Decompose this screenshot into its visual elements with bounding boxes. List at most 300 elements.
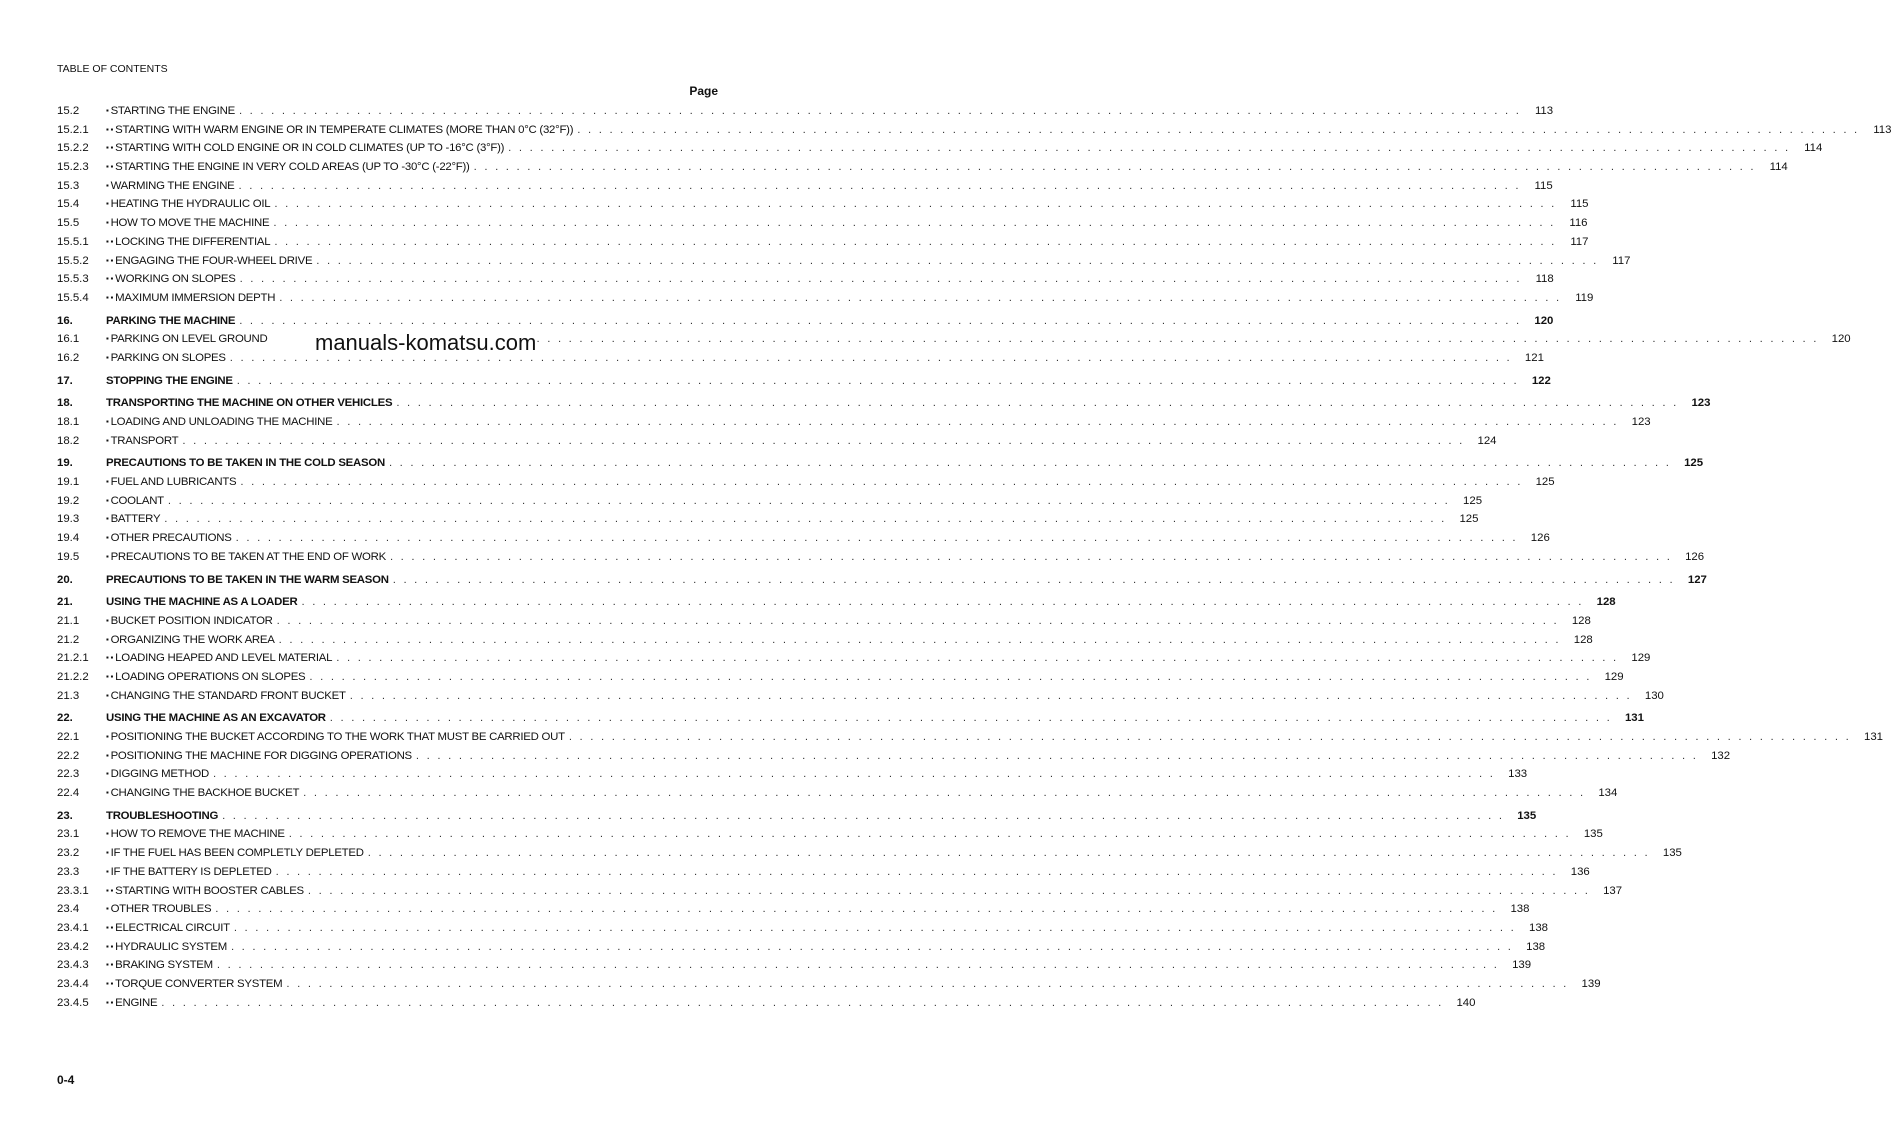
dot-leader: . . . . . . . . . . . . . . . . . . . . . . . . . . . . . . . . . . . . . . . . . . . . . . . . . . . . . . . . . . . . . . . . . . . . . . . . . . . . . . . . . . . . . . . . . . . . . . . . . . . . . . . . . . . . . . . . . . . . . . . . bbox=[215, 903, 1498, 916]
toc-chapter-entry[interactable] bbox=[57, 573, 1707, 593]
entry-page: 136 bbox=[1570, 865, 1590, 878]
dot-leader-box bbox=[330, 712, 1612, 724]
toc-entry[interactable] bbox=[57, 959, 1532, 978]
bullet-icon: ▪ bbox=[106, 634, 111, 644]
entry-page: 118 bbox=[1535, 273, 1554, 286]
entry-title-text: STARTING WITH COLD ENGINE OR IN COLD CLIMATES (UP TO -16°C (3°F)) bbox=[115, 142, 505, 155]
entry-title-text: ENGAGING THE FOUR-WHEEL DRIVE bbox=[115, 254, 313, 267]
entry-title-text: BATTERY bbox=[110, 513, 161, 526]
dot-leader: . . . . . . . . . . . . . . . . . . . . . . . . . . . . . . . . . . . . . . . . . . . . . . . . . . . . . . . . . . . . . . . . . . . . . . . . . . . . . . . . . . . . . . . . . . . . . . . . . . . . . . . . . . . . . . . . . . . . . . . . bbox=[238, 105, 1522, 117]
bullet-icon: ▪ bbox=[106, 180, 111, 190]
entry-number: 15.5.2 bbox=[57, 254, 89, 267]
entry-title bbox=[106, 180, 239, 192]
bullet-icon: ▪ ▪ bbox=[106, 143, 116, 153]
entry-page: 135 bbox=[1583, 828, 1603, 841]
entry-title-text: USING THE MACHINE AS AN EXCAVATOR bbox=[106, 712, 326, 725]
entry-page: 125 bbox=[1463, 494, 1483, 507]
entry-page: 128 bbox=[1596, 596, 1616, 609]
entry-title-text: CHANGING THE BACKHOE BUCKET bbox=[110, 787, 300, 800]
entry-title-text: PARKING ON SLOPES bbox=[110, 351, 226, 364]
entry-number: 21.2 bbox=[57, 633, 80, 646]
entry-page: 128 bbox=[1571, 614, 1591, 627]
dot-leader-box bbox=[279, 292, 1561, 304]
entry-title bbox=[106, 978, 286, 990]
entry-title bbox=[106, 532, 236, 544]
dot-leader: . . . . . . . . . . . . . . . . . . . . . . . . . . . . . . . . . . . . . . . . . . . . . . . . . . . . . . . . . . . . . . . . . . . . . . . . . . . . . . . . . . . . . . . . . . . . . . . . . . . . . . . . . . . . . . . . . . . . . . . . bbox=[336, 652, 1619, 665]
bullet-icon: ▪ bbox=[106, 514, 111, 524]
entry-page: 131 bbox=[1624, 712, 1644, 725]
entry-page: 114 bbox=[1804, 142, 1823, 155]
toc-entry[interactable] bbox=[57, 652, 1651, 671]
toc-entry[interactable] bbox=[57, 416, 1651, 435]
dot-leader-box bbox=[161, 997, 1443, 1009]
dot-leader-box bbox=[231, 941, 1513, 953]
entry-page: 134 bbox=[1598, 787, 1618, 800]
entry-page: 129 bbox=[1631, 652, 1651, 665]
toc-entry[interactable] bbox=[57, 532, 1550, 551]
entry-page: 138 bbox=[1526, 940, 1546, 953]
bullet-icon: ▪ bbox=[106, 551, 111, 561]
entry-title bbox=[106, 847, 368, 859]
dot-leader-box bbox=[569, 731, 1851, 743]
toc-entry[interactable] bbox=[57, 434, 1497, 454]
entry-title bbox=[106, 255, 316, 267]
toc-chapter-entry[interactable] bbox=[57, 712, 1644, 731]
entry-title bbox=[106, 105, 239, 117]
entry-title-text: TRANSPORTING THE MACHINE ON OTHER VEHICLES bbox=[106, 397, 393, 410]
entry-title bbox=[106, 615, 277, 627]
entry-number: 23.4.4 bbox=[57, 977, 89, 990]
dot-leader: . . . . . . . . . . . . . . . . . . . . . . . . . . . . . . . . . . . . . . . . . . . . . . . . . . . . . . . . . . . . . . . . . . . . . . . . . . . . . . . . . . . . . . . . . . . . . . . . . . . . . . . . . . . . . . . . . . . . . . . . bbox=[274, 198, 1557, 211]
dot-leader: . . . . . . . . . . . . . . . . . . . . . . . . . . . . . . . . . . . . . . . . . . . . . . . . . . . . . . . . . . . . . . . . . . . . . . . . . . . . . . . . . . . . . . . . . . . . . . . . . . . . . . . . . . . . . . . . . . . . . . . . bbox=[301, 596, 1584, 609]
dot-leader: . . . . . . . . . . . . . . . . . . . . . . . . . . . . . . . . . . . . . . . . . . . . . . . . . . . . . . . . . . . . . . . . . . . . . . . . . . . . . . . . . . . . . . . . . . . . . . . . . . . . . . . . . . . . . . . . . . . . . . . . bbox=[396, 397, 1679, 410]
bullet-icon: ▪ ▪ bbox=[106, 671, 116, 681]
entry-page: 138 bbox=[1510, 903, 1530, 916]
entry-title-text: LOADING AND UNLOADING THE MACHINE bbox=[110, 416, 333, 428]
toc-entry[interactable] bbox=[57, 142, 1823, 161]
toc-entry[interactable] bbox=[57, 847, 1682, 866]
entry-number: 21.2.1 bbox=[57, 652, 89, 665]
dot-leader: . . . . . . . . . . . . . . . . . . . . . . . . . . . . . . . . . . . . . . . . . . . . . . . . . . . . . . . . . . . . . . . . . . . . . . . . . . . . . . . . . . . . . . . . . . . . . . . . . . . . . . . . . . . . . . . . . . . . . . . . bbox=[577, 123, 1860, 136]
entry-page: 125 bbox=[1459, 513, 1479, 526]
toc-entry[interactable] bbox=[57, 550, 1705, 570]
entry-page: 116 bbox=[1569, 217, 1588, 230]
toc-entry[interactable] bbox=[57, 476, 1555, 495]
entry-title-text: ORGANIZING THE WORK AREA bbox=[110, 633, 275, 646]
dot-leader: . . . . . . . . . . . . . . . . . . . . . . . . . . . . . . . . . . . . . . . . . . . . . . . . . . . . . . . . . . . . . . . . . . . . . . . . . . . . . . . . . . . . . . . . . . . . . . . . . . . . . . . . . . . . . . . . . . . . . . . . bbox=[235, 532, 1518, 545]
entry-title bbox=[106, 596, 301, 608]
bullet-icon: ▪ ▪ bbox=[106, 162, 116, 172]
entry-title-text: ELECTRICAL CIRCUIT bbox=[115, 921, 230, 934]
entry-title bbox=[106, 375, 237, 387]
dot-leader-box bbox=[303, 787, 1585, 799]
toc-entry[interactable] bbox=[57, 749, 1731, 769]
entry-title-text: POSITIONING THE BUCKET ACCORDING TO THE WORK THAT MUST BE CARRIED OUT bbox=[110, 731, 565, 743]
dot-leader: . . . . . . . . . . . . . . . . . . . . . . . . . . . . . . . . . . . . . . . . . . . . . . . . . . . . . . . . . . . . . . . . . . . . . . . . . . . . . . . . . . . . . . . . . . . . . . . . . . . . . . . . . . . . . . . . . . . . . . . . bbox=[236, 374, 1519, 387]
toc-entry[interactable] bbox=[57, 787, 1618, 806]
entry-title bbox=[106, 495, 168, 507]
entry-title bbox=[106, 292, 279, 304]
entry-title bbox=[106, 712, 330, 724]
dot-leader-box bbox=[273, 217, 1555, 229]
bullet-icon: ▪ bbox=[106, 866, 111, 876]
dot-leader-box bbox=[236, 532, 1518, 544]
dot-leader-box bbox=[396, 397, 1678, 409]
dot-leader: . . . . . . . . . . . . . . . . . . . . . . . . . . . . . . . . . . . . . . . . . . . . . . . . . . . . . . . . . . . . . . . . . . . . . . . . . . . . . . . . . . . . . . . . . . . . . . . . . . . . . . . . . . . . . . . . . . . . . . . . bbox=[273, 217, 1556, 230]
toc-entry[interactable] bbox=[57, 884, 1623, 904]
entry-title-text: PARKING ON LEVEL GROUND bbox=[110, 333, 268, 346]
entry-title-text: HEATING THE HYDRAULIC OIL bbox=[110, 198, 271, 211]
toc-entry[interactable] bbox=[57, 768, 1528, 787]
entry-title bbox=[106, 866, 276, 878]
entry-title-text: LOADING OPERATIONS ON SLOPES bbox=[115, 670, 306, 683]
entry-page: 138 bbox=[1528, 921, 1548, 934]
bullet-icon: ▪ bbox=[106, 829, 111, 839]
bullet-icon: ▪ bbox=[106, 352, 111, 362]
entry-number: 15.3 bbox=[57, 179, 80, 192]
entry-title bbox=[106, 828, 289, 840]
entry-number: 16. bbox=[57, 314, 73, 327]
entry-title bbox=[106, 315, 239, 327]
bullet-icon: ▪ bbox=[106, 417, 111, 426]
bullet-icon: ▪ bbox=[106, 106, 111, 115]
dot-leader-box bbox=[336, 652, 1618, 664]
entry-page: 129 bbox=[1604, 670, 1624, 683]
entry-title-text: PRECAUTIONS TO BE TAKEN IN THE WARM SEASON bbox=[106, 573, 389, 586]
entry-page: 140 bbox=[1456, 996, 1476, 1009]
toc-entry[interactable] bbox=[57, 689, 1664, 709]
dot-leader: . . . . . . . . . . . . . . . . . . . . . . . . . . . . . . . . . . . . . . . . . . . . . . . . . . . . . . . . . . . . . . . . . . . . . . . . . . . . . . . . . . . . . . . . . . . . . . . . . . . . . . . . . . . . . . . . . . . . . . . . bbox=[276, 614, 1559, 627]
toc-entry[interactable] bbox=[57, 254, 1631, 274]
entry-number: 16.2 bbox=[57, 351, 80, 364]
dot-leader: . . . . . . . . . . . . . . . . . . . . . . . . . . . . . . . . . . . . . . . . . . . . . . . . . . . . . . . . . . . . . . . . . . . . . . . . . . . . . . . . . . . . . . . . . . . . . . . . . . . . . . . . . . . . . . . . . . . . . . . . bbox=[367, 847, 1650, 860]
toc-entry[interactable] bbox=[57, 291, 1594, 311]
entry-title-text: STARTING THE ENGINE IN VERY COLD AREAS (UP TO -30°C (-22°F)) bbox=[115, 161, 470, 174]
entry-title-text: LOCKING THE DIFFERENTIAL bbox=[115, 235, 271, 248]
entry-page: 132 bbox=[1711, 749, 1731, 762]
entry-number: 23.4.3 bbox=[57, 959, 89, 972]
entry-page: 124 bbox=[1477, 434, 1497, 447]
entry-number: 21.2.2 bbox=[57, 670, 89, 683]
entry-title-text: HOW TO REMOVE THE MACHINE bbox=[110, 828, 285, 841]
entry-number: 23.4 bbox=[57, 903, 80, 916]
dot-leader-box bbox=[276, 866, 1558, 878]
entry-number: 22. bbox=[57, 712, 73, 725]
dot-leader-box bbox=[393, 574, 1675, 586]
entry-title-text: IF THE FUEL HAS BEEN COMPLETLY DEPLETED bbox=[110, 847, 364, 860]
entry-title bbox=[106, 941, 231, 953]
entry-page: 115 bbox=[1570, 198, 1589, 211]
entry-number: 19.5 bbox=[57, 550, 80, 563]
dot-leader: . . . . . . . . . . . . . . . . . . . . . . . . . . . . . . . . . . . . . . . . . . . . . . . . . . . . . . . . . . . . . . . . . . . . . . . . . . . . . . . . . . . . . . . . . . . . . . . . . . . . . . . . . . . . . . . . . . . . . . . . bbox=[238, 179, 1521, 192]
bullet-icon: ▪ bbox=[106, 495, 111, 505]
toc-entry[interactable] bbox=[57, 273, 1554, 292]
entry-title bbox=[106, 671, 309, 683]
toc-entry[interactable] bbox=[57, 614, 1591, 634]
dot-leader-box bbox=[368, 847, 1650, 859]
entry-title-text: WORKING ON SLOPES bbox=[115, 273, 236, 286]
dot-leader-box bbox=[277, 615, 1559, 627]
toc-entry[interactable] bbox=[57, 977, 1601, 997]
entry-page: 135 bbox=[1662, 847, 1682, 860]
entry-number: 22.4 bbox=[57, 787, 80, 800]
bullet-icon: ▪ bbox=[106, 690, 111, 700]
dot-leader-box bbox=[336, 416, 1618, 428]
dot-leader: . . . . . . . . . . . . . . . . . . . . . . . . . . . . . . . . . . . . . . . . . . . . . . . . . . . . . . . . . . . . . . . . . . . . . . . . . . . . . . . . . . . . . . . . . . . . . . . . . . . . . . . . . . . . . . . . . . . . . . . . bbox=[508, 142, 1791, 155]
entry-title bbox=[106, 416, 336, 428]
entry-title bbox=[106, 273, 240, 285]
entry-title-text: STARTING THE ENGINE bbox=[110, 105, 235, 117]
dot-leader: . . . . . . . . . . . . . . . . . . . . . . . . . . . . . . . . . . . . . . . . . . . . . . . . . . . . . . . . . . . . . . . . . . . . . . . . . . . . . . . . . . . . . . . . . . . . . . . . . . . . . . . . . . . . . . . . . . . . . . . . bbox=[303, 787, 1586, 800]
dot-leader: . . . . . . . . . . . . . . . . . . . . . . . . . . . . . . . . . . . . . . . . . . . . . . . . . . . . . . . . . . . . . . . . . . . . . . . . . . . . . . . . . . . . . . . . . . . . . . . . . . . . . . . . . . . . . . . . . . . . . . . . bbox=[230, 940, 1514, 953]
dot-leader-box bbox=[474, 161, 1756, 173]
entry-number: 21.1 bbox=[57, 614, 80, 627]
entry-title-text: ENGINE bbox=[115, 996, 158, 1009]
dot-leader: . . . . . . . . . . . . . . . . . . . . . . . . . . . . . . . . . . . . . . . . . . . . . . . . . . . . . . . . . . . . . . . . . . . . . . . . . . . . . . . . . . . . . . . . . . . . . . . . . . . . . . . . . . . . . . . . . . . . . . . . bbox=[182, 434, 1465, 447]
dot-leader: . . . . . . . . . . . . . . . . . . . . . . . . . . . . . . . . . . . . . . . . . . . . . . . . . . . . . . . . . . . . . . . . . . . . . . . . . . . . . . . . . . . . . . . . . . . . . . . . . . . . . . . . . . . . . . . . . . . . . . . . bbox=[329, 712, 1612, 725]
entry-title bbox=[106, 236, 274, 248]
entry-title-text: DIGGING METHOD bbox=[110, 768, 209, 781]
dot-leader-box bbox=[389, 457, 1671, 469]
dot-leader: . . . . . . . . . . . . . . . . . . . . . . . . . . . . . . . . . . . . . . . . . . . . . . . . . . . . . . . . . . . . . . . . . . . . . . . . . . . . . . . . . . . . . . . . . . . . . . . . . . . . . . . . . . . . . . . . . . . . . . . . bbox=[389, 550, 1673, 563]
dot-leader-box bbox=[222, 810, 1504, 822]
dot-leader: . . . . . . . . . . . . . . . . . . . . . . . . . . . . . . . . . . . . . . . . . . . . . . . . . . . . . . . . . . . . . . . . . . . . . . . . . . . . . . . . . . . . . . . . . . . . . . . . . . . . . . . . . . . . . . . . . . . . . . . . bbox=[239, 314, 1522, 327]
entry-title-text: USING THE MACHINE AS A LOADER bbox=[106, 596, 298, 609]
entry-number: 15.2 bbox=[57, 105, 80, 117]
bullet-icon: ▪ bbox=[106, 615, 111, 625]
toc-entry[interactable] bbox=[57, 865, 1590, 885]
toc-entry[interactable] bbox=[57, 921, 1548, 941]
entry-page: 125 bbox=[1684, 457, 1704, 470]
entry-title bbox=[106, 142, 508, 154]
entry-page: 122 bbox=[1531, 374, 1551, 387]
toc-entry[interactable] bbox=[57, 513, 1479, 532]
bullet-icon: ▪ bbox=[106, 732, 111, 741]
toc-entry[interactable] bbox=[57, 161, 1788, 180]
dot-leader-box bbox=[416, 750, 1698, 762]
entry-number: 19.4 bbox=[57, 532, 80, 545]
entry-title-text: PARKING THE MACHINE bbox=[106, 314, 236, 327]
toc-chapter-entry[interactable] bbox=[57, 809, 1537, 829]
entry-page: 139 bbox=[1512, 959, 1532, 972]
bullet-icon: ▪ ▪ bbox=[106, 941, 116, 951]
page-number: 0-4 bbox=[57, 1073, 75, 1087]
entry-page: 121 bbox=[1524, 351, 1544, 364]
entry-title-text: CHANGING THE STANDARD FRONT BUCKET bbox=[110, 689, 346, 702]
entry-number: 21. bbox=[57, 596, 73, 609]
dot-leader: . . . . . . . . . . . . . . . . . . . . . . . . . . . . . . . . . . . . . . . . . . . . . . . . . . . . . . . . . . . . . . . . . . . . . . . . . . . . . . . . . . . . . . . . . . . . . . . . . . . . . . . . . . . . . . . . . . . . . . . . bbox=[536, 333, 1819, 346]
entry-page: 128 bbox=[1573, 633, 1593, 646]
dot-leader-box bbox=[350, 690, 1632, 702]
dot-leader-box bbox=[240, 273, 1522, 285]
toc-chapter-entry[interactable] bbox=[57, 457, 1704, 476]
dot-leader-box bbox=[217, 959, 1499, 971]
entry-title bbox=[106, 551, 390, 563]
toc-entry[interactable] bbox=[57, 731, 1883, 750]
entry-page: 113 bbox=[1534, 105, 1554, 117]
entry-title bbox=[106, 124, 577, 136]
dot-leader: . . . . . . . . . . . . . . . . . . . . . . . . . . . . . . . . . . . . . . . . . . . . . . . . . . . . . . . . . . . . . . . . . . . . . . . . . . . . . . . . . . . . . . . . . . . . . . . . . . . . . . . . . . . . . . . . . . . . . . . . bbox=[229, 351, 1512, 364]
dot-leader-box bbox=[239, 315, 1521, 327]
entry-number: 23.4.1 bbox=[57, 921, 89, 934]
entry-title bbox=[106, 397, 396, 409]
dot-leader: . . . . . . . . . . . . . . . . . . . . . . . . . . . . . . . . . . . . . . . . . . . . . . . . . . . . . . . . . . . . . . . . . . . . . . . . . . . . . . . . . . . . . . . . . . . . . . . . . . . . . . . . . . . . . . . . . . . . . . . . bbox=[278, 633, 1561, 646]
bullet-icon: ▪ bbox=[106, 334, 111, 344]
dot-leader: . . . . . . . . . . . . . . . . . . . . . . . . . . . . . . . . . . . . . . . . . . . . . . . . . . . . . . . . . . . . . . . . . . . . . . . . . . . . . . . . . . . . . . . . . . . . . . . . . . . . . . . . . . . . . . . . . . . . . . . . bbox=[275, 865, 1558, 878]
toc-entry[interactable] bbox=[57, 494, 1483, 514]
entry-number: 23.4.2 bbox=[57, 940, 89, 953]
dot-leader: . . . . . . . . . . . . . . . . . . . . . . . . . . . . . . . . . . . . . . . . . . . . . . . . . . . . . . . . . . . . . . . . . . . . . . . . . . . . . . . . . . . . . . . . . . . . . . . . . . . . . . . . . . . . . . . . . . . . . . . . bbox=[240, 476, 1523, 489]
dot-leader-box bbox=[308, 885, 1590, 897]
entry-title bbox=[106, 333, 271, 345]
dot-leader-box bbox=[182, 435, 1464, 447]
entry-number: 23.3.1 bbox=[57, 884, 89, 897]
bullet-icon: ▪ bbox=[106, 477, 111, 487]
entry-title-text: TORQUE CONVERTER SYSTEM bbox=[115, 977, 283, 990]
entry-title-text: TROUBLESHOOTING bbox=[106, 809, 219, 822]
entry-title-text: BRAKING SYSTEM bbox=[115, 959, 213, 972]
dot-leader: . . . . . . . . . . . . . . . . . . . . . . . . . . . . . . . . . . . . . . . . . . . . . . . . . . . . . . . . . . . . . . . . . . . . . . . . . . . . . . . . . . . . . . . . . . . . . . . . . . . . . . . . . . . . . . . . . . . . . . . . bbox=[309, 670, 1592, 683]
entry-title-text: PRECAUTIONS TO BE TAKEN IN THE COLD SEASON bbox=[106, 457, 385, 470]
entry-number: 23. bbox=[57, 809, 73, 822]
entry-title bbox=[106, 922, 234, 934]
entry-page: 123 bbox=[1631, 416, 1651, 428]
entry-title bbox=[106, 198, 274, 210]
toc-entry[interactable] bbox=[57, 828, 1603, 847]
bullet-icon: ▪ bbox=[106, 848, 111, 858]
entry-title-text: IF THE BATTERY IS DEPLETED bbox=[110, 865, 272, 878]
bullet-icon: ▪ bbox=[106, 435, 111, 445]
entry-title-text: LOADING HEAPED AND LEVEL MATERIAL bbox=[115, 652, 333, 665]
dot-leader: . . . . . . . . . . . . . . . . . . . . . . . . . . . . . . . . . . . . . . . . . . . . . . . . . . . . . . . . . . . . . . . . . . . . . . . . . . . . . . . . . . . . . . . . . . . . . . . . . . . . . . . . . . . . . . . . . . . . . . . . bbox=[415, 749, 1699, 762]
page-column-label: Page bbox=[689, 84, 718, 98]
entry-number: 15.2.1 bbox=[57, 123, 89, 136]
dot-leader-box bbox=[316, 255, 1598, 267]
entry-title-text: HYDRAULIC SYSTEM bbox=[115, 940, 227, 953]
dot-leader-box bbox=[164, 513, 1446, 525]
running-header: TABLE OF CONTENTS bbox=[57, 63, 168, 75]
entry-title-text: OTHER TROUBLES bbox=[110, 903, 212, 916]
toc-chapter-entry[interactable] bbox=[57, 596, 1616, 615]
entry-title bbox=[106, 750, 416, 762]
dot-leader-box bbox=[301, 596, 1583, 608]
dot-leader: . . . . . . . . . . . . . . . . . . . . . . . . . . . . . . . . . . . . . . . . . . . . . . . . . . . . . . . . . . . . . . . . . . . . . . . . . . . . . . . . . . . . . . . . . . . . . . . . . . . . . . . . . . . . . . . . . . . . . . . . bbox=[349, 689, 1632, 702]
dot-leader: . . . . . . . . . . . . . . . . . . . . . . . . . . . . . . . . . . . . . . . . . . . . . . . . . . . . . . . . . . . . . . . . . . . . . . . . . . . . . . . . . . . . . . . . . . . . . . . . . . . . . . . . . . . . . . . . . . . . . . . . bbox=[286, 977, 1569, 990]
entry-number: 19. bbox=[57, 457, 73, 470]
entry-title-text: OTHER PRECAUTIONS bbox=[110, 532, 232, 545]
dot-leader: . . . . . . . . . . . . . . . . . . . . . . . . . . . . . . . . . . . . . . . . . . . . . . . . . . . . . . . . . . . . . . . . . . . . . . . . . . . . . . . . . . . . . . . . . . . . . . . . . . . . . . . . . . . . . . . . . . . . . . . . bbox=[274, 235, 1557, 248]
entry-title bbox=[106, 903, 215, 915]
entry-number: 17. bbox=[57, 374, 73, 387]
entry-title bbox=[106, 731, 569, 743]
bullet-icon: ▪ bbox=[106, 750, 111, 760]
entry-number: 15.5.3 bbox=[57, 273, 89, 286]
dot-leader: . . . . . . . . . . . . . . . . . . . . . . . . . . . . . . . . . . . . . . . . . . . . . . . . . . . . . . . . . . . . . . . . . . . . . . . . . . . . . . . . . . . . . . . . . . . . . . . . . . . . . . . . . . . . . . . . . . . . . . . . bbox=[216, 959, 1500, 972]
entry-title bbox=[106, 634, 279, 646]
dot-leader-box bbox=[289, 828, 1571, 840]
toc-entry[interactable] bbox=[57, 123, 1891, 143]
entry-page: 135 bbox=[1517, 809, 1537, 822]
entry-page: 130 bbox=[1644, 689, 1664, 702]
bullet-icon: ▪ ▪ bbox=[106, 653, 116, 663]
entry-page: 120 bbox=[1534, 314, 1554, 327]
bullet-icon: ▪ ▪ bbox=[106, 960, 116, 970]
dot-leader: . . . . . . . . . . . . . . . . . . . . . . . . . . . . . . . . . . . . . . . . . . . . . . . . . . . . . . . . . . . . . . . . . . . . . . . . . . . . . . . . . . . . . . . . . . . . . . . . . . . . . . . . . . . . . . . . . . . . . . . . bbox=[307, 884, 1591, 897]
dot-leader: . . . . . . . . . . . . . . . . . . . . . . . . . . . . . . . . . . . . . . . . . . . . . . . . . . . . . . . . . . . . . . . . . . . . . . . . . . . . . . . . . . . . . . . . . . . . . . . . . . . . . . . . . . . . . . . . . . . . . . . . bbox=[316, 254, 1599, 267]
entry-title bbox=[106, 513, 164, 525]
toc-entry[interactable] bbox=[57, 903, 1530, 922]
toc-entry[interactable] bbox=[57, 940, 1546, 960]
entry-page: 117 bbox=[1570, 235, 1589, 248]
entry-number: 15.5 bbox=[57, 217, 80, 230]
entry-page: 126 bbox=[1685, 550, 1705, 563]
toc-entry[interactable] bbox=[57, 996, 1476, 1016]
toc-entry[interactable] bbox=[57, 198, 1589, 217]
entry-number: 19.1 bbox=[57, 476, 80, 489]
entry-number: 23.1 bbox=[57, 828, 80, 841]
entry-title bbox=[106, 652, 336, 664]
dot-leader-box bbox=[239, 180, 1521, 192]
bullet-icon: ▪ bbox=[106, 218, 111, 228]
entry-page: 115 bbox=[1534, 179, 1553, 192]
dot-leader-box bbox=[279, 634, 1561, 646]
toc-entry[interactable] bbox=[57, 179, 1553, 199]
dot-leader: . . . . . . . . . . . . . . . . . . . . . . . . . . . . . . . . . . . . . . . . . . . . . . . . . . . . . . . . . . . . . . . . . . . . . . . . . . . . . . . . . . . . . . . . . . . . . . . . . . . . . . . . . . . . . . . . . . . . . . . . bbox=[288, 828, 1571, 841]
entry-number: 15.4 bbox=[57, 198, 80, 211]
entry-page: 127 bbox=[1687, 573, 1707, 586]
entry-number: 21.3 bbox=[57, 689, 80, 702]
bullet-icon: ▪ ▪ bbox=[106, 236, 116, 246]
toc-entry[interactable] bbox=[57, 217, 1588, 236]
dot-leader-box bbox=[240, 476, 1522, 488]
dot-leader: . . . . . . . . . . . . . . . . . . . . . . . . . . . . . . . . . . . . . . . . . . . . . . . . . . . . . . . . . . . . . . . . . . . . . . . . . . . . . . . . . . . . . . . . . . . . . . . . . . . . . . . . . . . . . . . . . . . . . . . . bbox=[473, 161, 1756, 174]
dot-leader: . . . . . . . . . . . . . . . . . . . . . . . . . . . . . . . . . . . . . . . . . . . . . . . . . . . . . . . . . . . . . . . . . . . . . . . . . . . . . . . . . . . . . . . . . . . . . . . . . . . . . . . . . . . . . . . . . . . . . . . . bbox=[239, 273, 1522, 286]
toc-entry[interactable] bbox=[57, 670, 1624, 690]
entry-page: 126 bbox=[1530, 532, 1550, 545]
entry-page: 113 bbox=[1873, 123, 1891, 136]
bullet-icon: ▪ ▪ bbox=[106, 124, 116, 134]
toc-entry[interactable] bbox=[57, 105, 1554, 124]
entry-title-text: PRECAUTIONS TO BE TAKEN AT THE END OF WORK bbox=[110, 550, 386, 563]
entry-title bbox=[106, 161, 474, 173]
bullet-icon: ▪ ▪ bbox=[106, 292, 116, 302]
toc-chapter-entry[interactable] bbox=[57, 374, 1551, 394]
entry-title bbox=[106, 435, 182, 447]
entry-page: 125 bbox=[1535, 476, 1555, 489]
entry-number: 20. bbox=[57, 573, 73, 586]
watermark: manuals-komatsu.com bbox=[315, 330, 537, 355]
entry-number: 15.5.1 bbox=[57, 235, 89, 248]
entry-page: 133 bbox=[1508, 768, 1528, 781]
entry-title-text: POSITIONING THE MACHINE FOR DIGGING OPERATIONS bbox=[110, 749, 412, 762]
entry-title bbox=[106, 768, 213, 780]
entry-title-text: FUEL AND LUBRICANTS bbox=[110, 476, 237, 489]
dot-leader: . . . . . . . . . . . . . . . . . . . . . . . . . . . . . . . . . . . . . . . . . . . . . . . . . . . . . . . . . . . . . . . . . . . . . . . . . . . . . . . . . . . . . . . . . . . . . . . . . . . . . . . . . . . . . . . . . . . . . . . . bbox=[164, 513, 1447, 526]
dot-leader-box bbox=[237, 375, 1519, 387]
entry-number: 19.2 bbox=[57, 494, 80, 507]
dot-leader: . . . . . . . . . . . . . . . . . . . . . . . . . . . . . . . . . . . . . . . . . . . . . . . . . . . . . . . . . . . . . . . . . . . . . . . . . . . . . . . . . . . . . . . . . . . . . . . . . . . . . . . . . . . . . . . . . . . . . . . . bbox=[388, 457, 1672, 470]
dot-leader: . . . . . . . . . . . . . . . . . . . . . . . . . . . . . . . . . . . . . . . . . . . . . . . . . . . . . . . . . . . . . . . . . . . . . . . . . . . . . . . . . . . . . . . . . . . . . . . . . . . . . . . . . . . . . . . . . . . . . . . . bbox=[392, 573, 1675, 586]
bullet-icon: ▪ ▪ bbox=[106, 274, 116, 284]
entry-number: 22.2 bbox=[57, 749, 80, 762]
entry-title bbox=[106, 885, 308, 897]
bullet-icon: ▪ bbox=[106, 904, 111, 914]
toc-entry[interactable] bbox=[57, 235, 1589, 255]
entry-title bbox=[106, 352, 230, 364]
toc-entry[interactable] bbox=[57, 633, 1593, 653]
toc-chapter-entry[interactable] bbox=[57, 397, 1711, 416]
dot-leader-box bbox=[274, 236, 1556, 248]
